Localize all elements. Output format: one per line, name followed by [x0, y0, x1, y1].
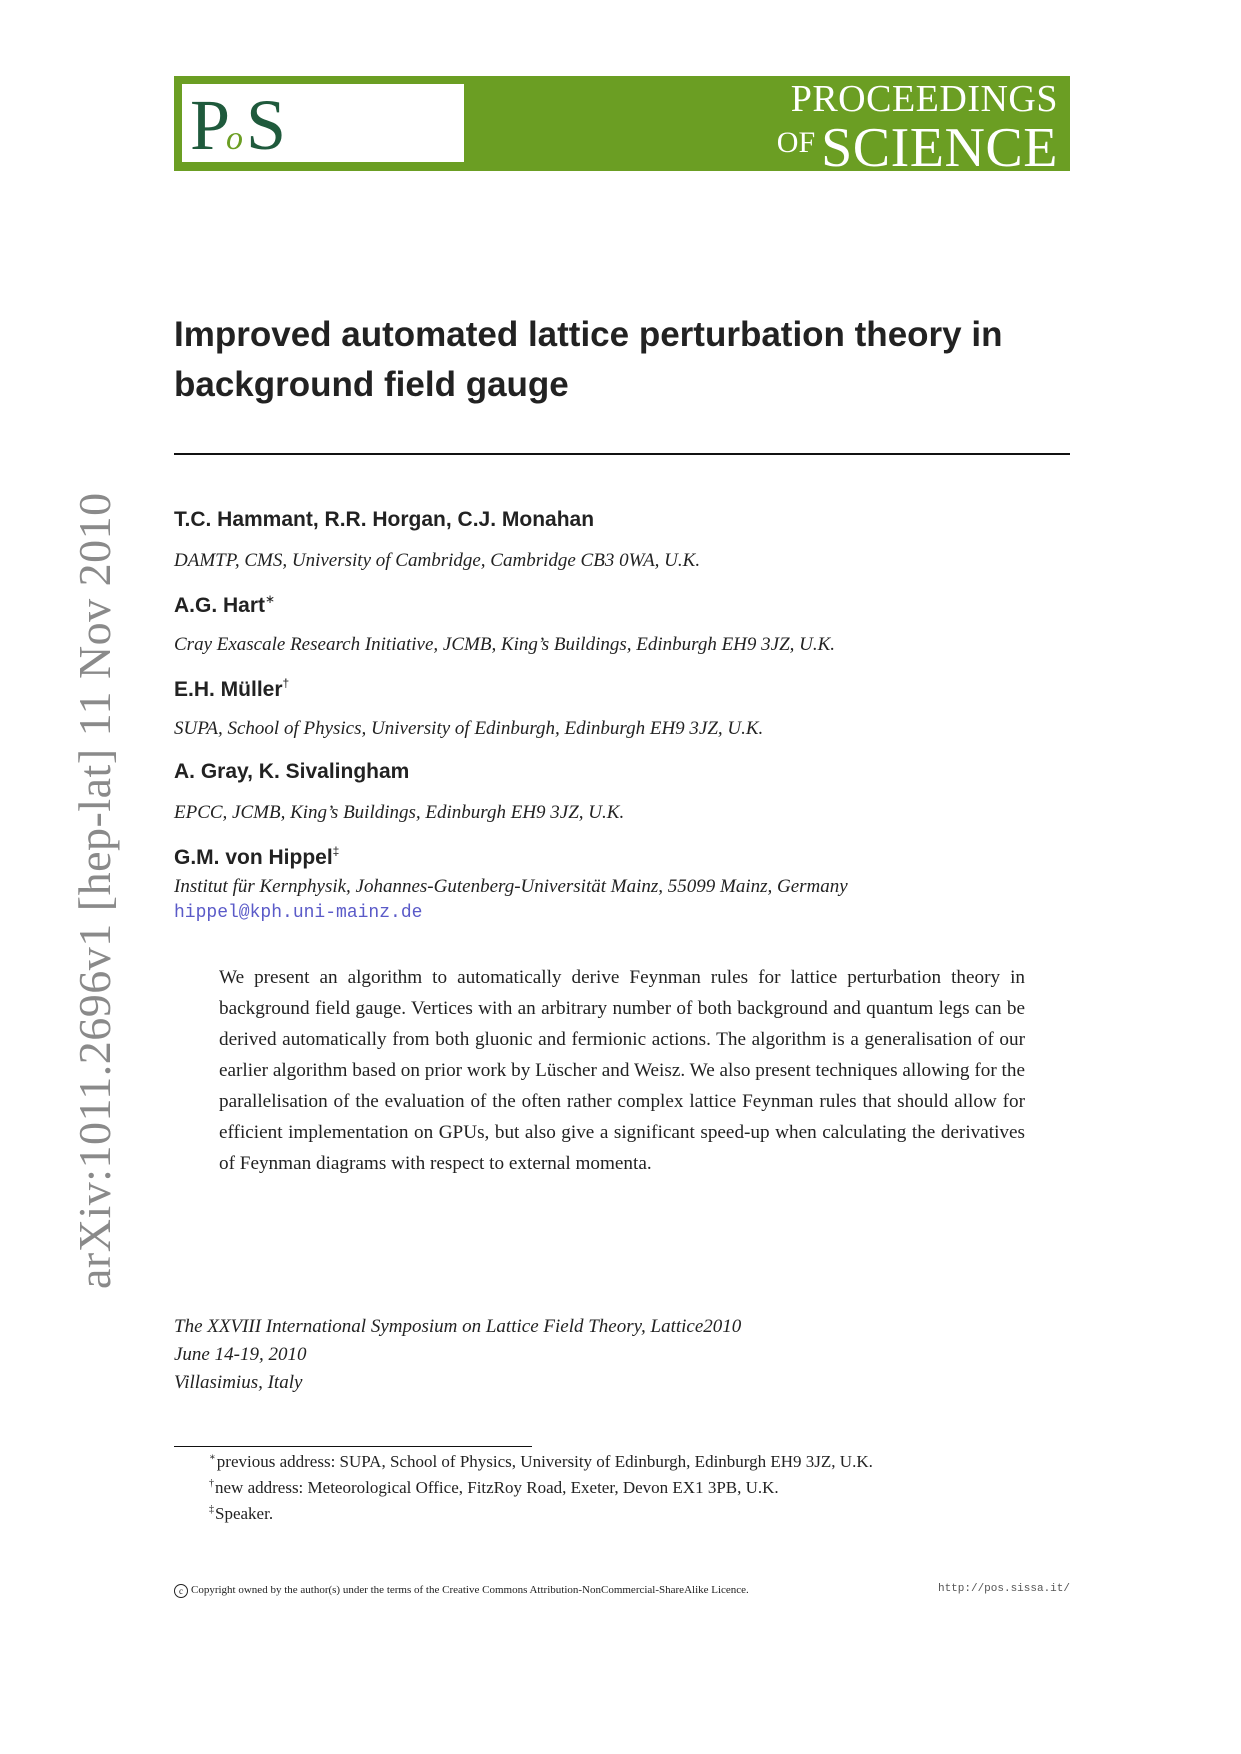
paper-title: Improved automated lattice perturbation theory in background field gauge: [174, 315, 1003, 404]
proceedings-word: PROCEEDINGS: [790, 78, 1058, 120]
arxiv-identifier-stamp: arXiv:1011.2696v1 [hep-lat] 11 Nov 2010: [69, 492, 120, 1289]
affiliation-1: DAMTP, CMS, University of Cambridge, Cambridge CB3 0WA, U.K.: [174, 550, 701, 571]
copyright-notice: c Copyright owned by the author(s) under the terms of the Creative Commons Attribution-NonCommercial-ShareAlike Licence.: [174, 1584, 749, 1598]
footnote-divider: [174, 1446, 532, 1447]
author-line-2: A.G. Hart∗: [174, 592, 276, 617]
affiliation-5: Institut für Kernphysik, Johannes-Gutenberg-Universität Mainz, 55099 Mainz, Germany: [174, 876, 848, 897]
footnote-3: ‡Speaker.: [209, 1504, 274, 1523]
author-line-3: E.H. Müller†: [174, 676, 290, 701]
author-line-4: A. Gray, K. Sivalingham: [174, 760, 410, 783]
title-divider: [174, 453, 1070, 455]
abstract: We present an algorithm to automatically derive Feynman rules for lattice perturbation theory in background field gauge. Vertices with an arbitrary number of both background and quantum legs can be derived automatically from both gluonic and fermionic actions. The algorithm is a generalisation of our earlier algorithm based on prior work by Lüscher and Weisz. We also present techniques allowing for the parallelisation of the evaluation of the often rather complex lattice Feynman rules that should allow for efficient implementation on GPUs, but also give a significant speed-up when calculating the derivatives of Feynman diagrams with respect to external momenta.: [219, 967, 1025, 1174]
author-line-1: T.C. Hammant, R.R. Horgan, C.J. Monahan: [174, 508, 595, 531]
proceedings-of-science-wordmark: [776, 78, 1058, 179]
footnote-2: †new address: Meteorological Office, FitzRoy Road, Exeter, Devon EX1 3PB, U.K.: [209, 1478, 779, 1497]
footnote-mark: ∗: [265, 592, 276, 606]
svg-text:o: o: [226, 120, 243, 157]
pos-logo: [182, 84, 464, 162]
pos-logo-icon: [190, 87, 290, 159]
author-email-link[interactable]: hippel@kph.uni-mainz.de: [174, 903, 423, 923]
pos-url-link[interactable]: http://pos.sissa.it/: [937, 1583, 1070, 1595]
svg-text:S: S: [246, 87, 287, 159]
science-word: SCIENCE: [821, 117, 1058, 179]
proceedings-banner: [174, 76, 1070, 179]
affiliation-2: Cray Exascale Research Initiative, JCMB, King’s Buildings, Edinburgh EH9 3JZ, U.K.: [174, 634, 836, 655]
footnote-mark: ‡: [332, 844, 340, 858]
conference-name: The XXVIII International Symposium on Lattice Field Theory, Lattice2010: [174, 1316, 742, 1337]
conference-location: Villasimius, Italy: [174, 1372, 303, 1393]
of-word: OF: [776, 126, 816, 159]
svg-text:P: P: [190, 87, 231, 159]
footnote-1: ∗previous address: SUPA, School of Physics, University of Edinburgh, Edinburgh EH9 3JZ, U.K.: [209, 1452, 873, 1471]
conference-dates: June 14-19, 2010: [174, 1344, 307, 1365]
footnote-mark: †: [282, 676, 290, 690]
affiliation-3: SUPA, School of Physics, University of Edinburgh, Edinburgh EH9 3JZ, U.K.: [174, 718, 764, 739]
author-line-5: G.M. von Hippel‡: [174, 844, 340, 869]
affiliation-4: EPCC, JCMB, King’s Buildings, Edinburgh EH9 3JZ, U.K.: [174, 802, 625, 823]
copyright-icon: c: [174, 1584, 188, 1598]
